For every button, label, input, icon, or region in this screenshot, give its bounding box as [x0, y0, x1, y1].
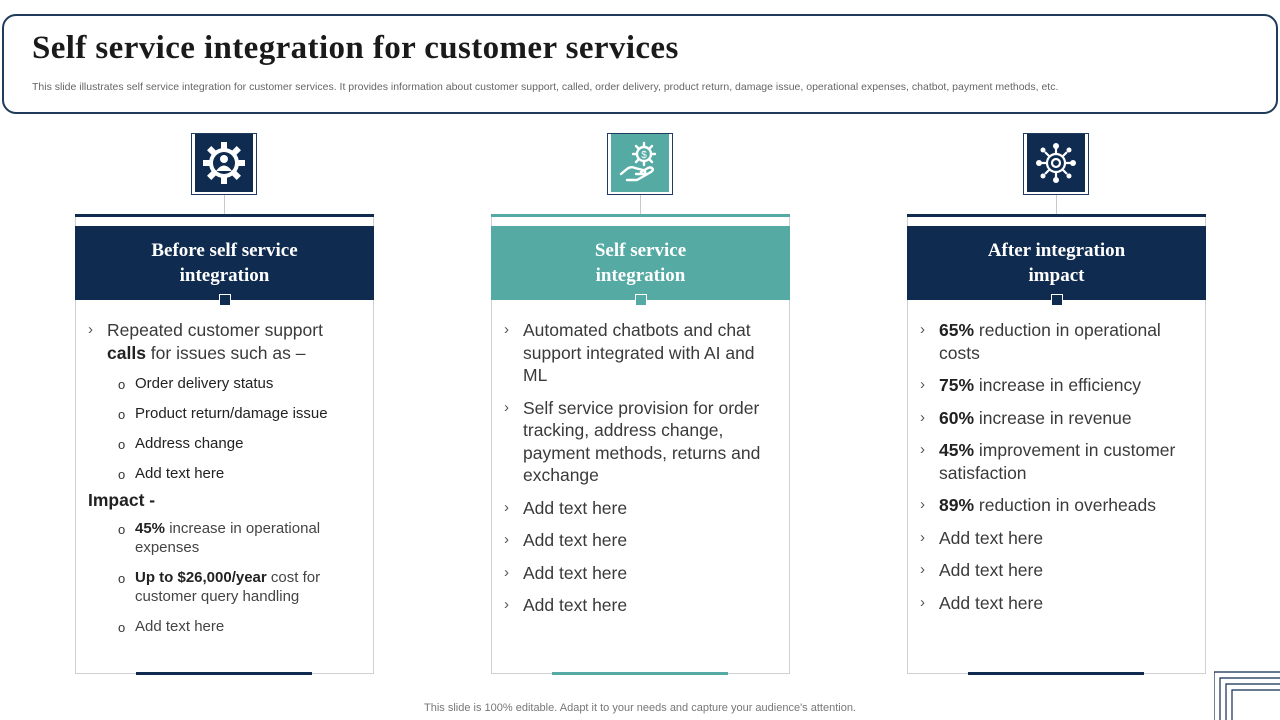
svg-text:$: $	[641, 150, 647, 161]
chevron-right-icon: ›	[920, 321, 925, 338]
icon-box-after	[1023, 133, 1089, 195]
connector-line	[1056, 195, 1057, 215]
list-item	[504, 497, 779, 520]
bullet-text: Add text here	[523, 530, 628, 550]
stat-text: increase in efficiency	[974, 375, 1142, 395]
chevron-right-icon: ›	[504, 498, 509, 516]
chevron-right-icon: ›	[920, 593, 925, 611]
card-self-service	[491, 214, 790, 674]
heading-line: impact	[1028, 265, 1085, 286]
list-item	[920, 527, 1195, 550]
circle-bullet-icon: o	[118, 620, 126, 635]
heading-pip	[635, 294, 647, 306]
footer-note: This slide is 100% editable. Adapt it to your needs and capture your audience's attention.	[424, 702, 856, 714]
chevron-right-icon: ›	[920, 441, 925, 458]
sub-text: Order delivery status	[135, 375, 274, 392]
sub-text: increase in operational expenses	[135, 520, 321, 556]
icon-box-self	[607, 133, 673, 195]
list-item	[88, 404, 363, 423]
stat-text: Add text here	[939, 527, 1044, 548]
chevron-right-icon: ›	[920, 376, 925, 393]
list-item	[920, 319, 1195, 364]
gear-network-icon	[1027, 134, 1085, 192]
bullet-text: Automated chatbots and chat support integrated with AI and ML	[523, 320, 755, 385]
circle-bullet-icon: o	[118, 437, 126, 452]
bullet-text: for issues such as –	[145, 342, 306, 363]
card-bottom-bar	[136, 672, 312, 675]
chevron-right-icon: ›	[920, 496, 925, 513]
bullet-text: Add text here	[523, 497, 628, 518]
stat-value: 60%	[939, 407, 975, 428]
chevron-right-icon: ›	[504, 563, 509, 581]
chevron-right-icon: ›	[920, 408, 925, 426]
list-item	[88, 617, 363, 636]
circle-bullet-icon: o	[118, 522, 126, 537]
card-body	[504, 319, 779, 627]
heading-line: Self service	[594, 240, 687, 261]
list-item	[504, 397, 779, 487]
stat-value: 45%	[939, 440, 975, 460]
sub-bold: 45%	[135, 520, 166, 537]
bullet-text: Add text here	[523, 562, 628, 583]
heading-pip	[219, 294, 231, 306]
sub-text: cost for customer query handling	[135, 569, 321, 605]
stat-text: Add text here	[939, 592, 1044, 613]
card-before-integration	[75, 214, 374, 674]
chevron-right-icon: ›	[504, 321, 509, 338]
circle-bullet-icon: o	[118, 407, 126, 422]
impact-heading: Impact -	[88, 490, 156, 510]
card-bottom-bar	[968, 672, 1144, 675]
heading-line: integration	[595, 265, 686, 286]
chevron-right-icon: ›	[920, 561, 925, 578]
bullet-text: Self service provision for order tracking, address change, payment methods, returns and exchange	[523, 397, 761, 485]
list-item	[920, 374, 1195, 397]
list-item	[504, 529, 779, 552]
heading-pip	[1051, 294, 1063, 306]
stat-text: increase in revenue	[974, 407, 1132, 428]
card-heading	[491, 226, 790, 300]
card-after-integration	[907, 214, 1206, 674]
list-item	[920, 592, 1195, 615]
slide-subtitle: This slide illustrates self service integration for customer services. It provides information about customer support, called, order delivery, product return, damage issue, operational expenses, chatbot, payment methods, etc.	[32, 81, 1059, 93]
stat-text: reduction in operational costs	[939, 320, 1161, 363]
list-item	[88, 519, 363, 557]
card-top-line	[75, 214, 374, 217]
list-item	[920, 439, 1195, 484]
slide-title: Self service integration for customer services	[32, 30, 679, 66]
card-bottom-bar	[552, 672, 728, 675]
list-item	[88, 319, 363, 364]
card-body	[88, 319, 363, 647]
chevron-right-icon: ›	[504, 596, 509, 613]
chevron-right-icon: ›	[88, 321, 93, 338]
heading-line: Before self service	[151, 240, 298, 261]
card-top-line	[491, 214, 790, 217]
stat-value: 65%	[939, 320, 975, 340]
hand-coin-gear-icon	[611, 134, 669, 192]
connector-line	[224, 195, 225, 215]
list-item	[504, 562, 779, 585]
header-box	[2, 14, 1278, 114]
stat-text: reduction in overheads	[974, 495, 1156, 515]
heading-line: integration	[179, 265, 270, 286]
icon-box-before	[191, 133, 257, 195]
sub-text: Add text here	[135, 465, 225, 482]
circle-bullet-icon: o	[118, 377, 126, 392]
card-top-line	[907, 214, 1206, 217]
sub-text: Address change	[135, 435, 244, 452]
circle-bullet-icon: o	[118, 467, 126, 482]
card-body	[920, 319, 1195, 624]
circle-bullet-icon: o	[118, 571, 126, 586]
bullet-text: Repeated customer support	[107, 320, 323, 340]
stat-value: 89%	[939, 495, 975, 515]
list-item	[504, 594, 779, 617]
list-item	[88, 434, 363, 453]
list-item	[88, 464, 363, 483]
card-heading	[907, 226, 1206, 300]
stat-value: 75%	[939, 375, 975, 395]
stat-text: Add text here	[939, 560, 1044, 580]
heading-line: After integration	[987, 240, 1126, 261]
bullet-text: Add text here	[523, 595, 628, 615]
sub-text: Product return/damage issue	[135, 405, 328, 422]
sub-bold: Up to $26,000/year	[135, 569, 267, 586]
list-item	[920, 494, 1195, 517]
chevron-right-icon: ›	[504, 531, 509, 548]
list-item	[504, 319, 779, 387]
chevron-right-icon: ›	[504, 398, 509, 416]
chevron-right-icon: ›	[920, 528, 925, 546]
card-heading	[75, 226, 374, 300]
bullet-bold: calls	[107, 342, 146, 363]
connector-line	[640, 195, 641, 215]
gear-user-icon	[195, 134, 253, 192]
list-item	[88, 568, 363, 606]
stat-text: improvement in customer satisfaction	[939, 440, 1176, 483]
list-item	[920, 559, 1195, 582]
list-item	[920, 407, 1195, 430]
list-item	[88, 374, 363, 393]
sub-text: Add text here	[135, 618, 225, 635]
corner-lines-decoration	[1214, 664, 1280, 720]
